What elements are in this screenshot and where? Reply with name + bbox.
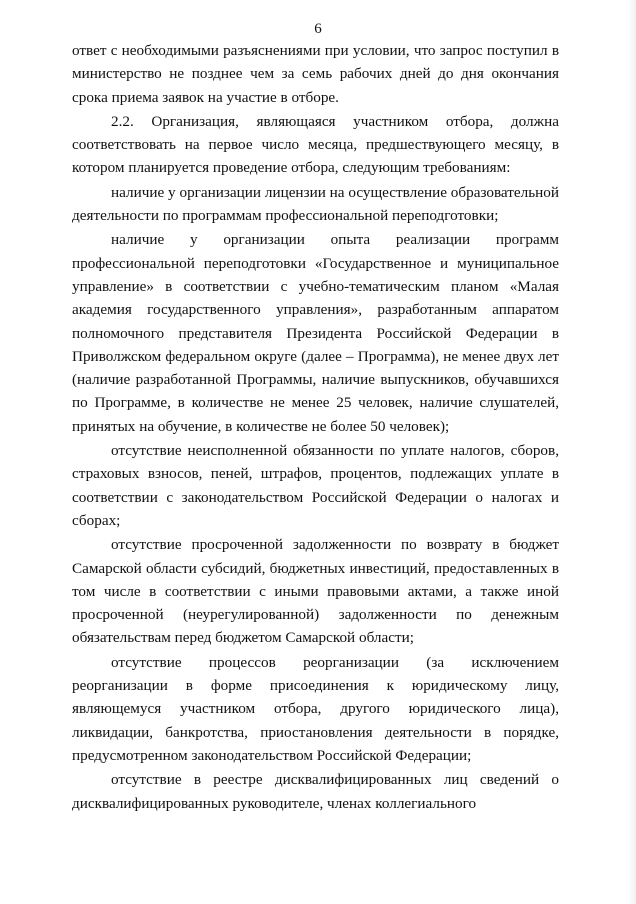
paragraph-license-requirement: наличие у организации лицензии на осуществление образовательной деятельности по программам профессиональной переподготовки; [72,183,559,225]
paragraph-overdue-debt: отсутствие просроченной задолженности по возврату в бюджет Самарской области субсидий, бюджетных инвестиций, предоставленных в том числе в соответствии с иными правовыми актами, а также иной просроченной (неурегулированной) задолженности по денежным обязательствам перед бюджетом Самарской области; [72,536,559,647]
document-body [72,39,559,815]
page-number: 6 [314,21,322,37]
paragraph-program-experience: наличие у организации опыта реализации программ профессиональной переподготовки «Государственное и муниципальное управление» в соответствии с учебно-тематическим планом «Малая академия государственного управления», разработанным аппаратом полномочного представителя Президента Российской Федерации в Приволжском федеральном округе (далее – Программа), не менее двух лет (наличие разработанной Программы, наличие выпускников, обучавшихся по Программе, в количестве не менее 25 человек, наличие слушателей, принятых на обучение, в количестве не более 50 человек); [72,231,559,435]
paragraph-disqualified-persons: отсутствие в реестре дисквалифицированных лиц сведений о дисквалифицированных руководителе, членах коллегиального [72,771,559,812]
scan-edge-shadow [628,0,636,904]
paragraph-section-2-2: 2.2. Организация, являющаяся участником отбора, должна соответствовать на первое число месяца, предшествующего месяцу, в котором планируется проведение отбора, следующим требованиям: [72,112,559,177]
paragraph-continuation: ответ с необходимыми разъяснениями при условии, что запрос поступил в министерство не позднее чем за семь рабочих дней до дня окончания срока приема заявок на участие в отборе. [72,42,559,106]
paragraph-no-reorganization: отсутствие процессов реорганизации (за исключением реорганизации в форме присоединения к юридическому лицу, являющемуся участником отбора, другого юридического лица), ликвидации, банкротства, приостановления деятельности в порядке, предусмотренном законодательством Российской Федерации; [72,653,559,764]
paragraph-tax-obligations: отсутствие неисполненной обязанности по уплате налогов, сборов, страховых взносов, пеней, штрафов, процентов, подлежащих уплате в соответствии с законодательством Российской Федерации о налогах и сборах; [72,442,559,529]
